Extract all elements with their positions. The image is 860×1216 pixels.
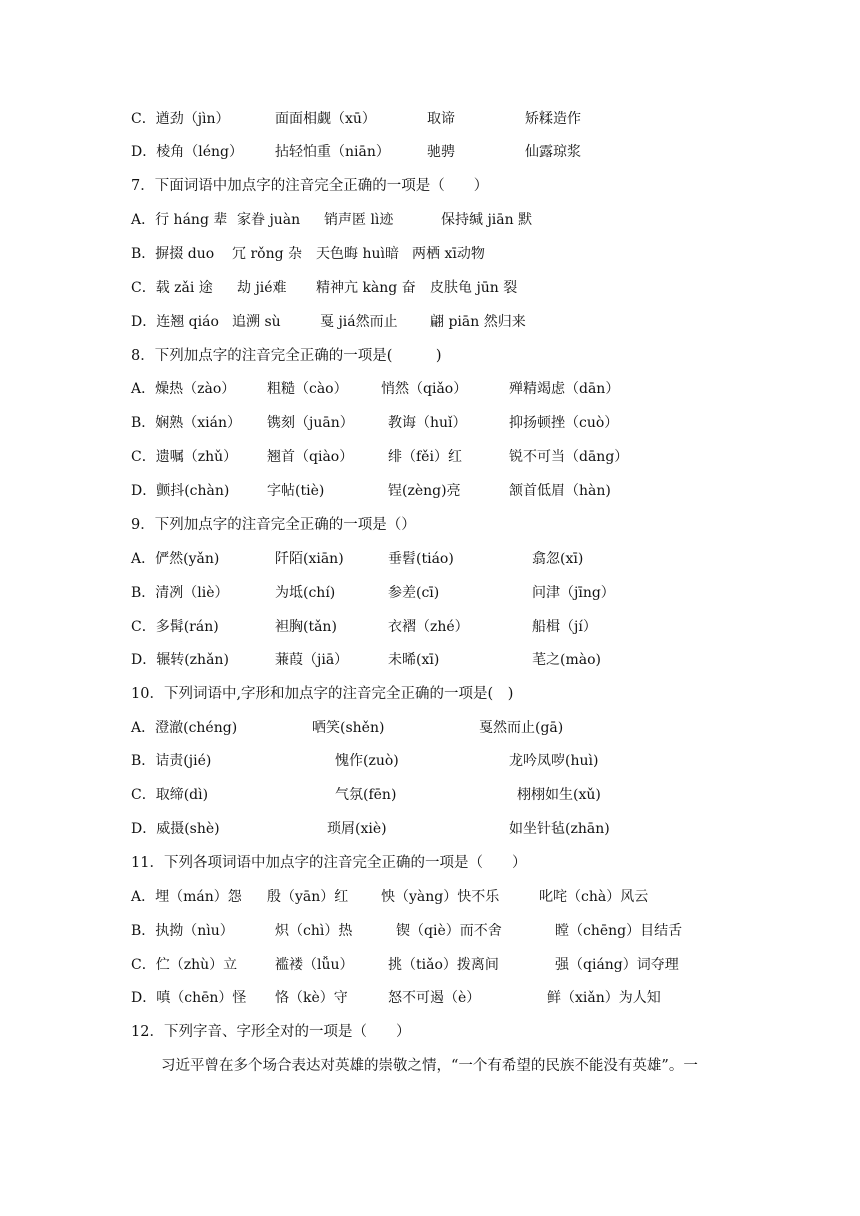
option-cell: 鲜（xiǎn）为人知	[547, 990, 661, 1006]
option-cell: 气氛(fēn)	[335, 787, 397, 803]
option-cell: 哂笑(shěn)	[312, 720, 385, 736]
option-cell: 销声匿 lì迹	[324, 212, 394, 228]
option-cell: 怒不可遏（è）	[388, 990, 481, 1006]
option-cell: B．诘责(jié)	[131, 753, 212, 769]
option-cell: A．俨然(yǎn)	[131, 551, 220, 567]
option-cell: 字帖(tiè)	[267, 483, 325, 499]
option-cell: C．伫（zhù）立	[131, 957, 238, 973]
option-cell: 褴褛（lǚu）	[275, 957, 354, 973]
option-cell: 如坐针毡(zhān)	[509, 821, 610, 837]
option-cell: 栩栩如生(xǔ)	[517, 787, 601, 803]
option-cell: 恪（kè）守	[275, 990, 348, 1006]
option-cell: 为坻(chí)	[275, 585, 336, 601]
option-cell: D．颤抖(chàn)	[131, 483, 230, 499]
question-10: 10．下列词语中,字形和加点字的注音完全正确的一项是( )	[131, 686, 514, 702]
option-cell: C．载 zǎi 途	[131, 280, 213, 296]
question-7: 7．下面词语中加点字的注音完全正确的一项是（ ）	[131, 178, 489, 194]
option-cell: 怏（yàng）快不乐	[381, 889, 500, 905]
option-cell: 天色晦 huì暗	[316, 246, 399, 262]
option-cell: D．棱角（léng）	[131, 144, 243, 160]
option-cell: B．摒掇 duo	[131, 246, 215, 262]
option-cell: 皮肤龟 jūn 裂	[430, 280, 518, 296]
option-cell: 抑扬顿挫（cuò）	[509, 415, 619, 431]
option-cell: 炽（chì）热	[275, 923, 353, 939]
option-cell: 阡陌(xiān)	[275, 551, 344, 567]
option-cell: 精神亢 kàng 奋	[316, 280, 416, 296]
option-cell: 强（qiáng）词夺理	[555, 957, 679, 973]
option-cell: 悄然（qiǎo）	[381, 381, 468, 397]
option-cell: 殷（yān）红	[267, 889, 349, 905]
option-cell: 取谛	[427, 111, 455, 127]
option-cell: D．嗔（chēn）怪	[131, 990, 247, 1006]
option-cell: 袒胸(tǎn)	[275, 619, 337, 635]
option-cell: 锃(zèng)亮	[388, 483, 461, 499]
option-cell: 仙露琼浆	[525, 144, 581, 160]
option-cell: 家眷 juàn	[237, 212, 301, 228]
option-cell: B．娴熟（xián）	[131, 415, 242, 431]
option-cell: D．连翘 qiáo	[131, 314, 219, 330]
passage-paragraph: 习近平曾在多个场合表达对英雄的崇敬之情，“一个有希望的民族不能没有英雄”。一	[161, 1058, 698, 1074]
option-cell: 驰骋	[427, 144, 455, 160]
option-cell: A．澄澈(chéng)	[131, 720, 238, 736]
option-cell: 面面相觑（xū）	[275, 111, 376, 127]
option-cell: 芼之(mào)	[532, 652, 601, 668]
option-cell: 追溯 sù	[232, 314, 281, 330]
option-cell: 参差(cī)	[388, 585, 440, 601]
option-cell: 蒹葭（jiā）	[275, 652, 349, 668]
option-cell: C．遗嘱（zhǔ）	[131, 449, 238, 465]
option-cell: D．威摄(shè)	[131, 821, 220, 837]
option-cell: 叱咤（chà）风云	[539, 889, 649, 905]
option-cell: 锲（qiè）而不舍	[396, 923, 502, 939]
option-cell: 船楫（jí）	[532, 619, 597, 635]
option-cell: B．清冽（liè）	[131, 585, 229, 601]
option-cell: 劫 jié难	[237, 280, 287, 296]
question-11: 11．下列各项词语中加点字的注音完全正确的一项是（ ）	[131, 855, 527, 871]
question-12: 12．下列字音、字形全对的一项是（ ）	[131, 1024, 411, 1040]
option-cell: C．多髯(rán)	[131, 619, 219, 635]
option-cell: 粗糙（cào）	[267, 381, 348, 397]
option-cell: 垂髫(tiáo)	[388, 551, 454, 567]
option-cell: 翕忽(xī)	[532, 551, 584, 567]
option-cell: 衣褶（zhé）	[388, 619, 469, 635]
option-cell: A．燥热（zào）	[131, 381, 236, 397]
option-cell: 问津（jīng）	[532, 585, 615, 601]
option-cell: 矫糅造作	[525, 111, 581, 127]
option-cell: 拈轻怕重（niān）	[275, 144, 390, 160]
option-cell: 镌刻（juān）	[267, 415, 354, 431]
option-cell: B．执拗（nìu）	[131, 923, 234, 939]
option-cell: 绯（fěi）红	[388, 449, 462, 465]
option-cell: 戛然而止(gā)	[479, 720, 564, 736]
option-cell: 瞠（chēng）目结舌	[555, 923, 683, 939]
option-cell: C．取缔(dì)	[131, 787, 209, 803]
option-cell: 戛 jiá然而止	[320, 314, 398, 330]
option-cell: 两栖 xī动物	[412, 246, 485, 262]
option-cell: 翩 piān 然归来	[430, 314, 526, 330]
option-cell: 愧作(zuò)	[335, 753, 399, 769]
option-cell: 保持缄 jiān 默	[441, 212, 533, 228]
option-cell: 殚精竭虑（dān）	[509, 381, 620, 397]
option-cell: 挑（tiǎo）拨离间	[388, 957, 499, 973]
option-cell: A．埋（mán）怨	[131, 889, 242, 905]
option-cell: 琐屑(xiè)	[327, 821, 387, 837]
option-cell: D．辗转(zhǎn)	[131, 652, 229, 668]
option-cell: 龙吟凤哕(huì)	[509, 753, 599, 769]
question-8: 8．下列加点字的注音完全正确的一项是( )	[131, 348, 442, 364]
option-cell: 锐不可当（dāng）	[509, 449, 629, 465]
option-cell: 教诲（huǐ）	[388, 415, 467, 431]
option-cell: 颔首低眉（hàn)	[509, 483, 611, 499]
option-cell: C．遒劲（jìn）	[131, 111, 230, 127]
option-cell: A．行 háng 辈	[131, 212, 228, 228]
option-cell: 冗 rǒng 杂	[232, 246, 302, 262]
option-cell: 翘首（qiào）	[267, 449, 354, 465]
question-9: 9．下列加点字的注音完全正确的一项是（）	[131, 517, 416, 533]
option-cell: 未晞(xī)	[388, 652, 440, 668]
